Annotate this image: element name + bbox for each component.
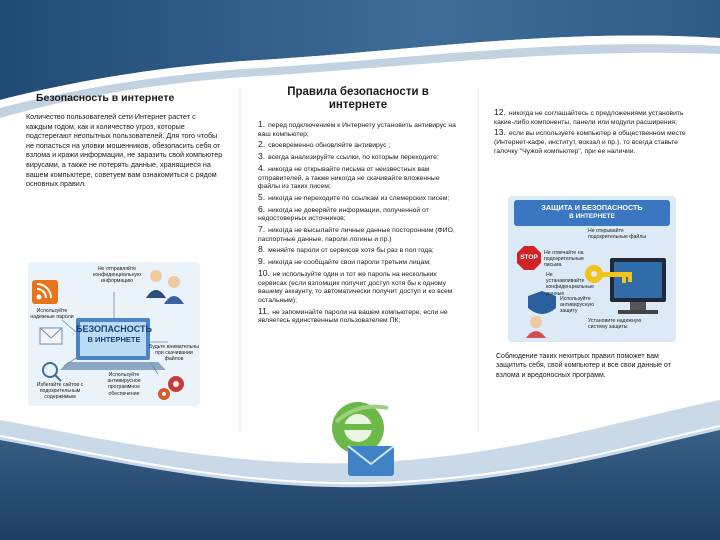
infographic-label: Избегайте сайтов с подозрительным содержимым (36, 382, 84, 401)
closing-paragraph: Соблюдение таких нехитрых правил поможет вам защитить себя, свой компьютер и все свои данные от взлома и вредоносных программ. (496, 353, 671, 379)
rules-list (258, 120, 458, 326)
protection-title-line1: ЗАЩИТА И БЕЗОПАСНОСТЬ (541, 203, 643, 212)
infographic-label: Не отправляйте конфиденциальную информацию (93, 266, 141, 285)
infographic-title-line1: БЕЗОПАСНОСТЬ (76, 324, 152, 334)
internet-safety-infographic (28, 262, 200, 406)
rule-number: 12. (494, 107, 506, 117)
rule-item (258, 120, 458, 139)
rules-heading: Правила безопасности в интернете (287, 86, 429, 111)
rule-text: никогда не переходите по ссылкам из слемерских писем; (268, 194, 450, 202)
column-extra-rules (494, 108, 690, 157)
rule-number: 2. (258, 139, 266, 150)
intro-paragraph: Количество пользователей сети Интернет растет с каждым годом, как и количество угроз, которые подстерегают неопытных пользователей. Для того чтобы не попасться на уловки мошенников, обезопасить себя от взлома и кражи информации, не заразить свой компьютер вирусами, а также не потерять данные, хранящиеся на вашем компьютере, советуем вам ознакомиться с рядом основных правил. (26, 112, 223, 189)
protection-label: Не открывайте подозрительные файлы (588, 228, 647, 241)
rule-text: никогда не сообщайте свои пароли третьим лицам; (268, 259, 431, 267)
rule-number: 4. (258, 162, 266, 173)
rule-item (258, 193, 458, 204)
rule-number: 10. (258, 268, 270, 278)
stop-sign-text: STOP (520, 254, 538, 261)
protection-infographic (508, 196, 676, 342)
rule-number: 7. (258, 224, 266, 235)
rule-number: 8. (258, 244, 266, 255)
column-intro (24, 86, 224, 189)
extra-rule-item (494, 108, 690, 127)
rule-item (258, 225, 458, 244)
rule-number: 6. (258, 203, 266, 214)
rule-text: никогда не доверяйте информации, полученной от недостоверных источников; (258, 206, 429, 223)
extra-rules-list (494, 108, 690, 156)
rule-text: никогда не высылайте личные данные посторонним (ФИО, паспортные данные, пароли логины и пр.) (258, 227, 455, 243)
protection-label: Установите надежную систему защиты (588, 318, 642, 331)
browser-mail-icon (318, 384, 408, 480)
infographic-title-line2: В ИНТЕРНЕТЕ (87, 335, 141, 344)
column-rules (258, 86, 458, 327)
protection-title-line2: В ИНТЕРНЕТЕ (569, 213, 615, 220)
rule-text: не используйте один и тот же пароль на нескольких сервисах (если взломщик получит доступ хотя бы к одному вашему аккаунту, то автоматически получит доступ и ко всем остальным); (258, 271, 453, 304)
rule-text: меняйте пароли от сервисов хотя бы раз в пол года; (268, 247, 434, 255)
rss-icon (32, 280, 58, 304)
infographic-label: Используйте надежные пароли (30, 308, 74, 321)
rule-number: 3. (258, 151, 266, 162)
rule-number: 1. (258, 119, 266, 129)
rule-text: перед подключением к Интернету установить антивирус на ваш компьютер; (258, 122, 456, 138)
rule-text: никогда не открывайте письма от неизвестных вам отправителей, а также никогда не скачивайте вложенные файлы из таких писем; (258, 165, 440, 191)
rule-text: если вы используете компьютер в общественном месте (Интернет-кафе, институт, вокзал и пр.), то всегда ставьте галочку "Чужой компьютер", при ее наличии. (494, 130, 686, 155)
infographic-label: Будьте внимательны при скачивании файлов (149, 344, 199, 363)
rule-number: 9. (258, 256, 266, 267)
rule-number: 13. (494, 127, 506, 138)
rule-item (258, 164, 458, 192)
protection-label: Используйте антивирусную защиту (560, 296, 594, 315)
rule-number: 11. (258, 305, 270, 316)
intro-heading: Безопасность в интернете (36, 92, 175, 104)
protection-label: Не устанавливайте конфиденциальные данные (546, 272, 594, 297)
protection-label: Не отвечайте на подозрительные письма (544, 250, 584, 269)
rule-number: 5. (258, 191, 266, 202)
closing-block (494, 352, 690, 380)
extra-rule-item (494, 128, 690, 156)
rule-item (258, 269, 458, 305)
rule-item (258, 257, 458, 268)
rule-item (258, 140, 458, 151)
infographic-label: Используйте антивирусное программное обеспечение (107, 372, 141, 397)
envelope-icon (40, 328, 62, 344)
rule-item (258, 307, 458, 326)
rule-item (258, 205, 458, 224)
rule-text: не запоминайте пароли на вашем компьютере, если не являетесь единственным пользователем ПК; (258, 308, 448, 325)
rule-text: всегда анализируйте ссылки, по которым переходите; (268, 154, 439, 162)
rule-item (258, 245, 458, 256)
rule-item (258, 152, 458, 163)
rule-text: никогда не соглашайтесь с предложениями установить какие-либо компоненты, панели или модули расширения; (494, 110, 684, 126)
rule-text: своевременно обновляйте антивирус ; (268, 142, 391, 150)
